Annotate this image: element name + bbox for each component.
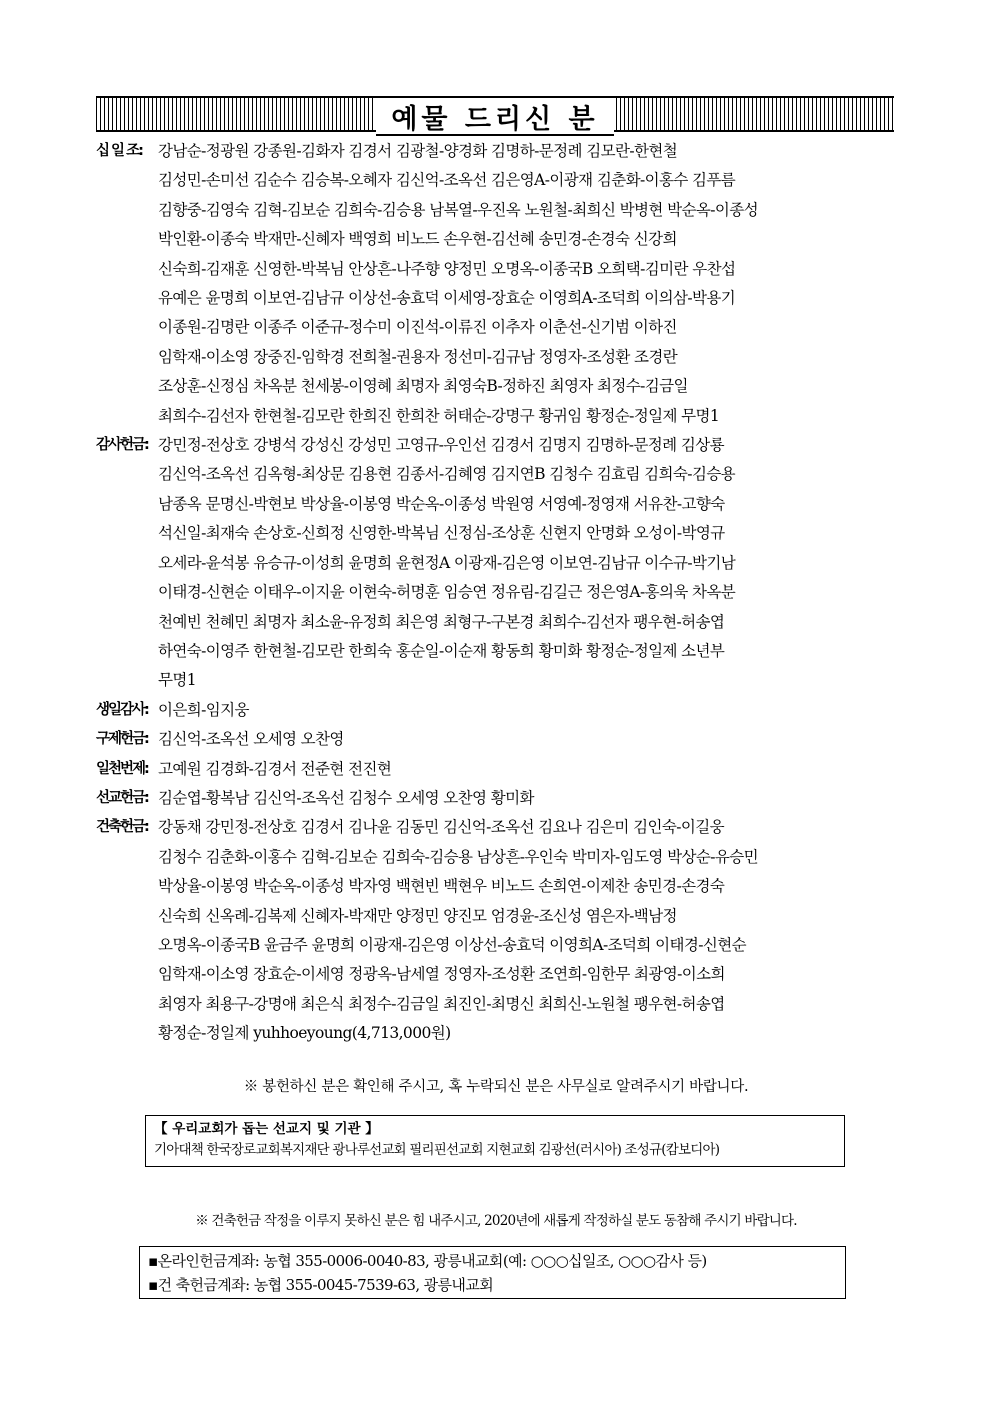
account-box <box>139 1246 846 1299</box>
mission-box <box>145 1115 845 1167</box>
section-label: 십 일 조: <box>96 143 142 159</box>
section-label: 구제헌금: <box>96 731 148 748</box>
name-line: 최희수-김선자 한현철-김모란 한희진 한희찬 허태순-강명구 황귀임 황정순-정일제 무명1 <box>158 406 720 425</box>
name-line: 천예빈 천혜민 최명자 최소윤-유정희 최은영 최형구-구본경 최희수-김선자 팽우현-허송엽 <box>158 612 725 631</box>
name-line: 강민정-전상호 강병석 강성신 강성민 고영규-우인선 김경서 김명지 김명하-문정례 김상룡 <box>158 436 724 455</box>
mission-body: 기아대책 한국장로교회복지재단 광나루선교회 필리핀선교회 지현교회 김광선(러시아) 조성규(캄보디아) <box>154 1142 720 1158</box>
name-line: 강동채 강민정-전상호 김경서 김나윤 김동민 김신억-조옥선 김요나 김은미 김인숙-이길웅 <box>158 818 724 837</box>
section-label: 감사헌금: <box>96 437 148 454</box>
name-line: 조상훈-신정심 차옥분 천세봉-이영혜 최명자 최영숙B-정하진 최영자 최정수-김금일 <box>158 377 688 396</box>
name-line: 임학재-이소영 장중진-임학경 전희철-권용자 정선미-김규남 정영자-조성환 조경란 <box>158 347 678 366</box>
name-list <box>158 813 896 1048</box>
page-title: 예물 드리신 분 <box>376 96 614 136</box>
name-line: 김성민-손미선 김순수 김승복-오혜자 김신억-조옥선 김은영A-이광재 김춘화-이홍수 김푸름 <box>158 171 736 190</box>
offering-section <box>96 755 896 784</box>
name-line: 박인환-이종숙 박재만-신혜자 백영희 비노드 손우현-김선혜 송민경-손경숙 신강희 <box>158 230 677 249</box>
section-label: 생일감사: <box>96 701 148 718</box>
name-line: 박상율-이봉영 박순옥-이종성 박자영 백현빈 백현우 비노드 손희연-이제찬 송민경-손경숙 <box>158 877 725 896</box>
online-offering-account: ▪온라인헌금계좌: 농협 355-0006-0040-83, 광릉내교회(예: ○○○십일조, ○○○감사 등) <box>148 1252 707 1270</box>
name-line: 오명옥-이종국B 윤금주 윤명희 이광재-김은영 이상선-송효덕 이영희A-조덕희 이태경-신현순 <box>158 935 746 954</box>
name-line: 유예은 윤명희 이보연-김남규 이상선-송효덕 이세영-장효순 이영희A-조덕희 이의삼-박용기 <box>158 289 736 308</box>
name-line: 김순엽-황복남 김신억-조옥선 김청수 오세영 오찬영 황미화 <box>158 788 534 807</box>
name-line: 김신억-조옥선 오세영 오찬영 <box>158 730 344 749</box>
name-list <box>158 725 896 754</box>
name-list <box>158 696 896 725</box>
name-line: 고예원 김경화-김경서 전준현 전진현 <box>158 759 392 778</box>
name-line: 남종옥 문명신-박현보 박상율-이봉영 박순옥-이종성 박원영 서영예-정영재 서유찬-고향숙 <box>158 494 725 513</box>
name-line: 오세라-윤석봉 유승규-이성희 윤명희 윤현정A 이광재-김은영 이보연-김남규 이수규-박기남 <box>158 553 736 572</box>
title-banner <box>96 96 894 135</box>
name-line: 황정순-정일제 yuhhoeyoung(4,713,000원) <box>158 1024 451 1043</box>
name-list <box>158 431 896 696</box>
name-line: 신숙희 신옥례-김복제 신혜자-박재만 양정민 양진모 엄경윤-조신성 염은자-백남정 <box>158 906 677 925</box>
section-label: 일천번제: <box>96 760 148 777</box>
offering-sections <box>96 137 896 1049</box>
name-list <box>158 784 896 813</box>
section-label: 선교헌금: <box>96 789 148 806</box>
mission-title: 【 우리교회가 돕는 선교지 및 기관 】 <box>154 1121 379 1137</box>
name-line: 임학재-이소영 장효순-이세영 정광옥-남세열 정영자-조성환 조연희-임한무 최광영-이소희 <box>158 965 725 984</box>
section-label: 건축헌금: <box>96 819 148 836</box>
name-line: 석신일-최재숙 손상호-신희정 신영한-박복님 신정심-조상훈 신현지 안명화 오성이-박영규 <box>158 524 725 543</box>
offering-section <box>96 696 896 725</box>
name-line: 하연숙-이영주 한현철-김모란 한희숙 홍순일-이순재 황동희 황미화 황정순-정일제 소년부 <box>158 641 725 660</box>
name-line: 김향중-김영숙 김혁-김보순 김희숙-김승용 남복열-우진옥 노원철-최희신 박병현 박순옥-이종성 <box>158 200 758 219</box>
name-line: 무명1 <box>158 671 197 690</box>
name-line: 김청수 김춘화-이홍수 김혁-김보순 김희숙-김승용 남상흔-우인숙 박미자-임도영 박상순-유승민 <box>158 847 758 866</box>
name-line: 이태경-신현순 이태우-이지윤 이현숙-허명훈 임승연 정유림-김길근 정은영A-홍의욱 차옥분 <box>158 583 736 602</box>
notice-text: ※ 봉헌하신 분은 확인해 주시고, 혹 누락되신 분은 사무실로 알려주시기 바랍니다. <box>243 1079 749 1095</box>
name-list <box>158 137 896 431</box>
building-fund-notice: ※ 건축헌금 작정을 이루지 못하신 분은 힘 내주시고, 2020년에 새롭게 작정하실 분도 동참해 주시기 바랍니다. <box>195 1213 797 1229</box>
name-line: 이종원-김명란 이종주 이준규-정수미 이진석-이류진 이추자 이춘선-신기범 이하진 <box>158 318 677 337</box>
name-line: 이은희-임지웅 <box>158 700 249 719</box>
name-line: 최영자 최용구-강명애 최은식 최정수-김금일 최진인-최명신 최희신-노원철 팽우현-허송엽 <box>158 994 725 1013</box>
name-line: 강남순-정광원 강종원-김화자 김경서 김광철-양경화 김명하-문정례 김모란-한현철 <box>158 142 678 160</box>
offering-section <box>96 725 896 754</box>
name-list <box>158 755 896 784</box>
offering-section <box>96 431 896 696</box>
name-line: 김신억-조옥선 김옥형-최상문 김용현 김종서-김혜영 김지연B 김청수 김효림 김희숙-김승용 <box>158 465 736 484</box>
offering-section <box>96 137 896 431</box>
building-fund-account: ▪건 축헌금계좌: 농협 355-0045-7539-63, 광릉내교회 <box>148 1276 494 1294</box>
name-line: 신숙희-김재훈 신영한-박복님 안상흔-나주향 양정민 오명옥-이종국B 오희택-김미란 우찬섭 <box>158 259 736 278</box>
offering-section <box>96 813 896 1048</box>
offering-section <box>96 784 896 813</box>
